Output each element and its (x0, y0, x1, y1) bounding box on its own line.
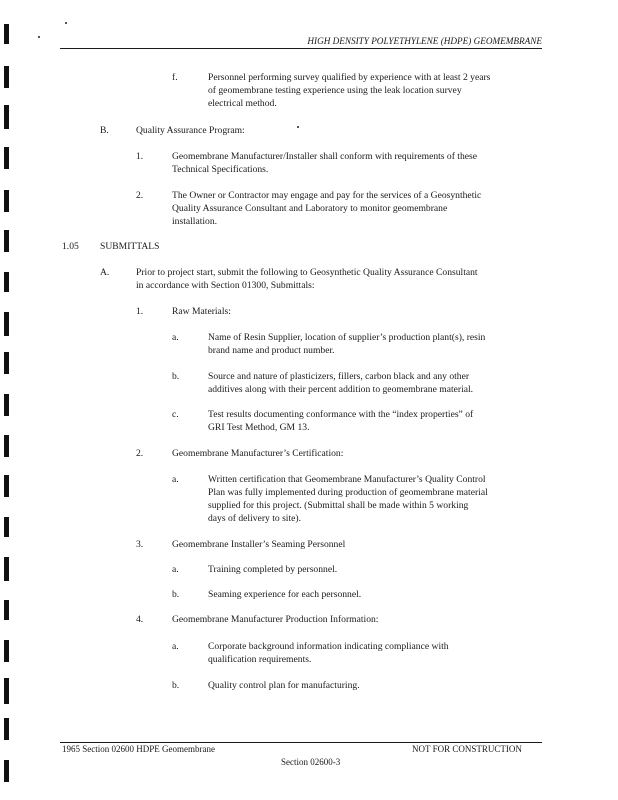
header-rule (60, 48, 542, 49)
subsection-heading: Geomembrane Installer’s Seaming Personnel (172, 539, 346, 550)
paragraph-line: Quality Assurance Consultant and Laboratory to monitor geomembrane (172, 203, 448, 214)
binding-mark (4, 105, 9, 129)
list-marker: f. (172, 72, 178, 83)
paragraph-line: of geomembrane testing experience using the leak location survey (208, 85, 462, 96)
paragraph-line: Seaming experience for each personnel. (208, 589, 362, 600)
binding-mark (4, 394, 9, 416)
paragraph-line: Quality control plan for manufacturing. (208, 680, 360, 691)
paragraph-line: supplied for this project. (Submittal shall be made within 5 working (208, 500, 469, 511)
paragraph-line: Written certification that Geomembrane Manufacturer’s Quality Control (208, 474, 486, 485)
list-marker: a. (172, 564, 179, 575)
paragraph-line: installation. (172, 216, 218, 227)
binding-mark (4, 272, 9, 292)
paragraph-line: GRI Test Method, GM 13. (208, 422, 310, 433)
list-marker: b. (172, 371, 180, 382)
subsection-heading: Quality Assurance Program: (136, 125, 245, 136)
binding-mark (4, 24, 9, 44)
paragraph-line: Test results documenting conformance with the “index properties” of (208, 409, 474, 420)
section-number: 1.05 (62, 241, 79, 252)
binding-mark (4, 678, 9, 704)
binding-mark (4, 640, 9, 662)
paragraph-line: in accordance with Section 01300, Submittals: (136, 280, 315, 291)
page-number: Section 02600-3 (281, 757, 341, 767)
binding-mark (4, 230, 9, 252)
binding-mark (4, 190, 9, 212)
footer-rule (60, 742, 542, 743)
binding-mark (4, 66, 9, 88)
paragraph-line: Technical Specifications. (172, 164, 269, 175)
paragraph-line: Training completed by personnel. (208, 564, 338, 575)
paragraph-line: Geomembrane Manufacturer/Installer shall conform with requirements of these (172, 151, 478, 162)
scan-speck (38, 36, 40, 38)
section-title: SUBMITTALS (100, 241, 160, 252)
scan-speck (297, 126, 299, 128)
binding-mark (4, 600, 9, 620)
list-marker: a. (172, 474, 179, 485)
list-marker: c. (172, 409, 179, 420)
paragraph-line: qualification requirements. (208, 654, 312, 665)
binding-mark (4, 760, 9, 782)
list-marker: 1. (136, 306, 144, 317)
list-marker: A. (100, 267, 110, 278)
list-marker: b. (172, 589, 180, 600)
paragraph-line: Plan was fully implemented during production of geomembrane material (208, 487, 488, 498)
paragraph-line: electrical method. (208, 98, 277, 109)
list-marker: a. (172, 641, 179, 652)
scan-speck (65, 22, 67, 24)
binding-mark (4, 557, 9, 581)
paragraph-line: Source and nature of plasticizers, fillers, carbon black and any other (208, 371, 470, 382)
list-marker: 3. (136, 539, 144, 550)
paragraph-line: Name of Resin Supplier, location of supplier’s production plant(s), resin (208, 332, 486, 343)
subsection-heading: Geomembrane Manufacturer’s Certification: (172, 448, 344, 459)
binding-mark (4, 352, 9, 374)
paragraph-line: brand name and product number. (208, 345, 335, 356)
binding-mark (4, 312, 9, 336)
footer-right: NOT FOR CONSTRUCTION (412, 744, 522, 754)
list-marker: 2. (136, 448, 144, 459)
binding-mark (4, 718, 9, 740)
binding-mark (4, 517, 9, 537)
list-marker: a. (172, 332, 179, 343)
paragraph-line: Prior to project start, submit the following to Geosynthetic Quality Assurance Consultant (136, 267, 478, 278)
binding-mark (4, 147, 9, 169)
list-marker: B. (100, 125, 109, 136)
list-marker: 2. (136, 190, 144, 201)
paragraph-line: Personnel performing survey qualified by experience with at least 2 years (208, 72, 491, 83)
list-marker: 4. (136, 614, 144, 625)
subsection-heading: Raw Materials: (172, 306, 231, 317)
list-marker: b. (172, 680, 180, 691)
running-header: HIGH DENSITY POLYETHYLENE (HDPE) GEOMEMBRANE (307, 36, 542, 46)
binding-mark (4, 435, 9, 457)
binding-mark (4, 475, 9, 497)
paragraph-line: days of delivery to site). (208, 513, 301, 524)
subsection-heading: Geomembrane Manufacturer Production Information: (172, 614, 379, 625)
list-marker: 1. (136, 151, 144, 162)
paragraph-line: Corporate background information indicating compliance with (208, 641, 449, 652)
paragraph-line: The Owner or Contractor may engage and pay for the services of a Geosynthetic (172, 190, 482, 201)
paragraph-line: additives along with their percent addition to geomembrane material. (208, 384, 474, 395)
footer-left: 1965 Section 02600 HDPE Geomembrane (62, 744, 215, 754)
